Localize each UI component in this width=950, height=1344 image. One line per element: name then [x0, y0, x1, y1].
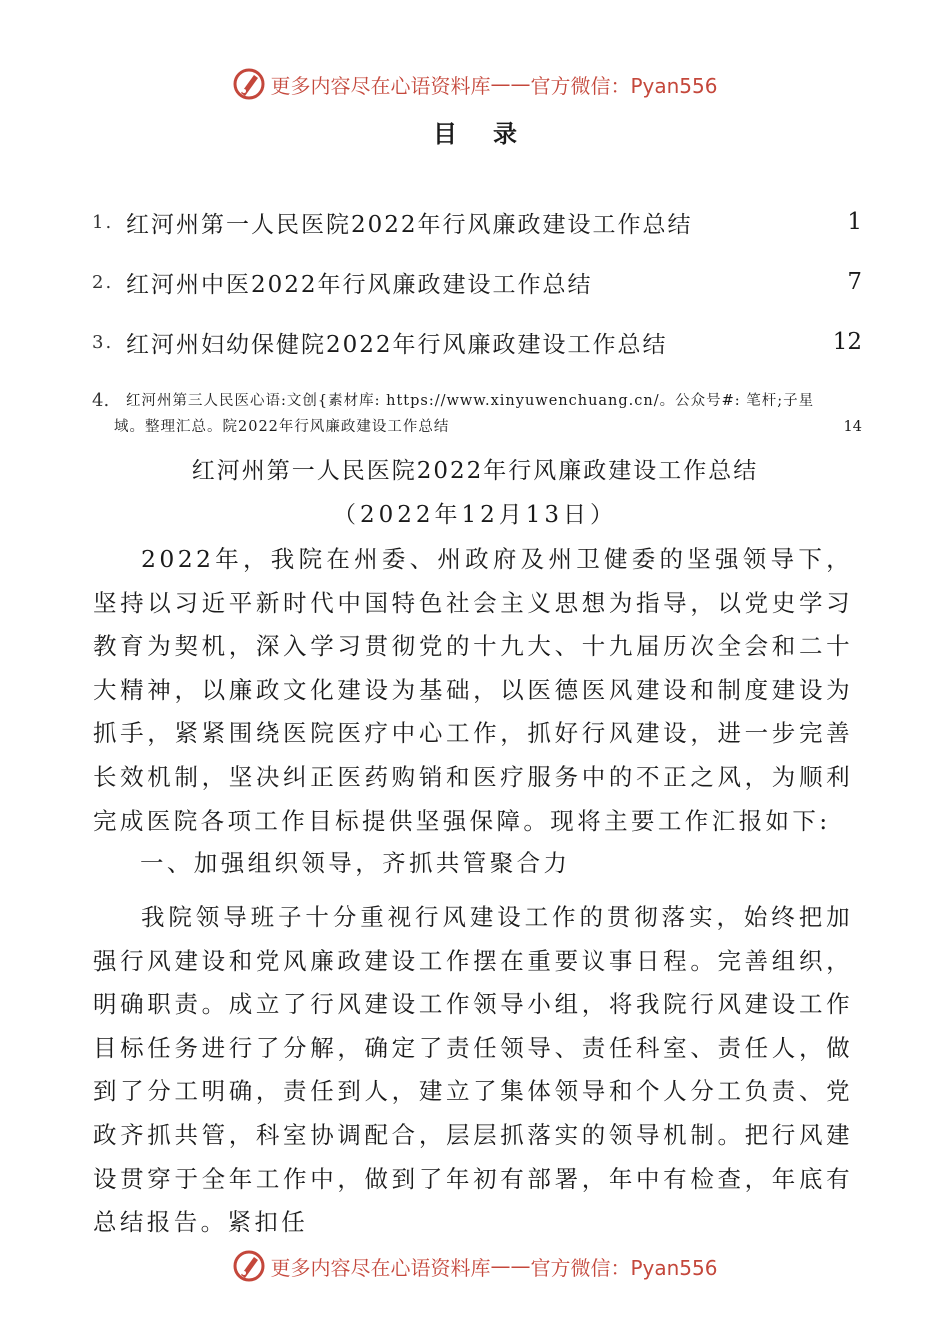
banner-wechat: 官方微信：Pyan556: [530, 1255, 718, 1280]
body-paragraph: 我院领导班子十分重视行风建设工作的贯彻落实，始终把加强行风建设和党风廉政建设工作摆在重要议事日程。完善组织，明确职责。成立了行风建设工作领导小组，将我院行风建设工作目标任务进行了分解，确定了责任领导、责任科室、责任人，做到了分工明确，责任到人，建立了集体领导和个人分工负责、党政齐抓共管，科室协调配合，层层抓落实的领导机制。把行风建设贯穿于全年工作中，做到了年初有部署，年中有检查，年底有总结报告。紧扣任: [93, 903, 853, 1237]
toc-entry[interactable]: [92, 202, 862, 242]
pen-logo-icon: [232, 1249, 266, 1283]
banner-separator: ——: [490, 1254, 531, 1278]
body-paragraph: 2022年，我院在州委、州政府及州卫健委的坚强领导下，坚持以习近平新时代中国特色社会主义思想为指导，以党史学习教育为契机，深入学习贯彻党的十九大、十九届历次全会和二十大精神，以廉政文化建设为基础，以医德医风建设和制度建设为抓手，紧紧围绕医院医疗中心工作，抓好行风建设，进一步完善长效机制，坚决纠正医药购销和医疗服务中的不正之风，为顺利完成医院各项工作目标提供坚强保障。现将主要工作汇报如下:: [93, 545, 853, 835]
toc-entry-label: 红河州第一人民医院2022年行风廉政建设工作总结: [126, 211, 693, 238]
document-title: 红河州第一人民医院2022年行风廉政建设工作总结: [191, 458, 759, 484]
toc-entry-number: 1.: [92, 211, 114, 233]
toc-entry-page: 7: [847, 269, 862, 295]
watermark-banner-bottom: [0, 1246, 950, 1286]
toc-entry-number: 3.: [92, 331, 114, 353]
toc-entry-number: 4.: [92, 390, 110, 411]
toc-entry-label-line1: 红河州第三人民医心语:文创{素材库: https://www.xinyuwenchuang.cn/。公众号#: 笔杆;子星: [126, 393, 815, 409]
toc-entry-label: 红河州中医2022年行风廉政建设工作总结: [126, 271, 593, 298]
banner-wechat: 官方微信：Pyan556: [530, 73, 718, 98]
toc-title: 目录: [433, 120, 553, 148]
toc-entry-page: 12: [832, 329, 862, 355]
banner-brand: 更多内容尽在心语资料库: [270, 1255, 491, 1280]
toc-entry[interactable]: [92, 322, 862, 362]
banner-brand: 更多内容尽在心语资料库: [270, 73, 491, 98]
document-date: （2022年12月13日）: [332, 502, 618, 528]
toc-entry-label-line2: 域。整理汇总。院2022年行风廉政建设工作总结: [114, 419, 450, 435]
toc-entry-page: 14: [843, 419, 862, 435]
toc-entry-label: 红河州妇幼保健院2022年行风廉政建设工作总结: [126, 331, 668, 358]
toc-entry-number: 2.: [92, 271, 114, 293]
banner-separator: ——: [490, 72, 531, 96]
pen-logo-icon: [232, 67, 266, 101]
toc-entry-page: 1: [847, 209, 862, 235]
watermark-banner-top: [0, 64, 950, 104]
section-heading: 一、加强组织领导，齐抓共管聚合力: [140, 849, 571, 877]
toc-entry[interactable]: [92, 262, 862, 302]
